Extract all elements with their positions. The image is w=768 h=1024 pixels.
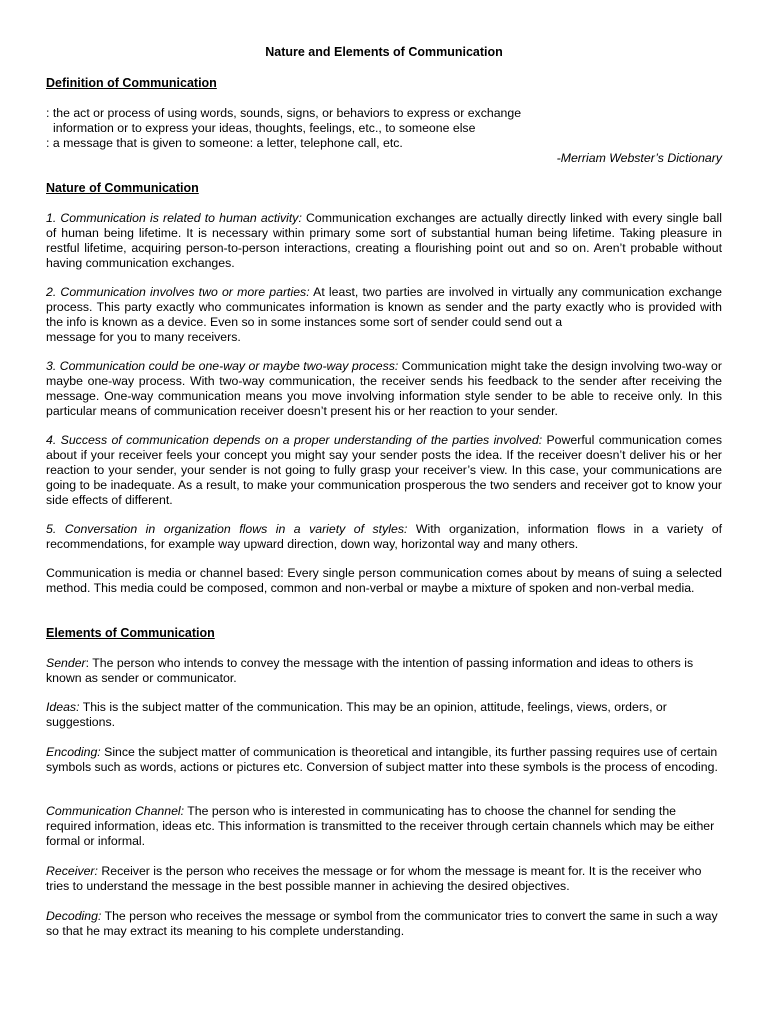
element-ideas [46, 700, 722, 730]
nature-point-2-continuation: message for you to many receivers. [46, 330, 241, 344]
nature-point-3-text: Communication might take the design involving two-way or maybe one-way process. With two-way communication, the receiver sends his feedback to the sender after receiving the message. One-way communication means you move involving information style sender to be able to receive only. In this particular means of communication receiver doesn’t present his or her reaction to your sender. [46, 359, 722, 418]
element-encoding [46, 745, 722, 775]
nature-point-1-lead: 1. Communication is related to human activity: [46, 211, 302, 225]
nature-point-2-text: At least, two parties are involved in virtually any communication exchange process. This party exactly who communicates information is known as sender and the party exactly who is provided with the info is known as a device. Even so in some instances some sort of sender could send out a [46, 285, 722, 329]
element-sender-term: Sender [46, 656, 86, 670]
element-ideas-text: This is the subject matter of the communication. This may be an opinion, attitude, feelings, views, orders, or suggestions. [46, 700, 667, 729]
element-decoding [46, 909, 722, 939]
element-decoding-term: Decoding: [46, 909, 102, 923]
element-encoding-term: Encoding: [46, 745, 101, 759]
nature-point-5-text: With organization, information flows in a variety of recommendations, for example way upward direction, down way, horizontal way and many others. [46, 522, 722, 551]
definition-source: -Merriam Webster’s Dictionary [556, 151, 722, 165]
element-decoding-text: The person who receives the message or symbol from the communicator tries to convert the same in such a way so that he may extract its meaning to his complete understanding. [46, 909, 718, 938]
nature-point-4-lead: 4. Success of communication depends on a proper understanding of the parties involved: [46, 433, 543, 447]
definition-heading: Definition of Communication [46, 76, 217, 90]
document-title: Nature and Elements of Communication [265, 45, 503, 59]
nature-media-paragraph: Communication is media or channel based: Every single person communication comes about by means of suing a selected method. This media could be composed, common and non-verbal or maybe a mixture of spoken and non-verbal media. [46, 566, 722, 595]
nature-point-5-lead: 5. Conversation in organization flows in a variety of styles: [46, 522, 408, 536]
elements-heading: Elements of Communication [46, 626, 215, 640]
nature-point-2 [46, 285, 722, 330]
element-receiver [46, 864, 722, 894]
element-encoding-text: Since the subject matter of communication is theoretical and intangible, its further passing requires use of certain symbols such as words, actions or pictures etc. Conversion of subject matter into these symbols is the process of encoding. [46, 745, 718, 774]
nature-heading: Nature of Communication [46, 181, 199, 195]
nature-point-3 [46, 359, 722, 419]
element-ideas-term: Ideas: [46, 700, 80, 714]
nature-point-3-lead: 3. Communication could be one-way or maybe two-way process: [46, 359, 399, 373]
definition-line-1: : the act or process of using words, sounds, signs, or behaviors to express or exchange [46, 106, 522, 120]
nature-point-2-lead: 2. Communication involves two or more parties: [46, 285, 310, 299]
element-receiver-term: Receiver: [46, 864, 98, 878]
element-communication-channel [46, 804, 722, 849]
element-sender-text: : The person who intends to convey the message with the intention of passing information and ideas to others is known as sender or communicator. [46, 656, 694, 685]
nature-point-1-text: Communication exchanges are actually directly linked with every single ball of human being lifetime. It is necessary within primary some sort of substantial human being lifetime. Taking pleasure in restful lifetime, acquiring person-to-person interactions, creating a flourishing point out and so on. Aren’t probable without having communication exchanges. [46, 211, 722, 270]
element-receiver-text: Receiver is the person who receives the message or for whom the message is meant for. It is the receiver who tries to understand the message in the best possible manner in achieving the desired objectives. [46, 864, 702, 893]
element-channel-text: The person who is interested in communicating has to choose the channel for sending the required information, ideas etc. This information is transmitted to the receiver through certain channels which may be either formal or informal. [46, 804, 715, 848]
nature-point-4 [46, 433, 722, 508]
definition-block [46, 106, 722, 151]
nature-point-4-text: Powerful communication comes about if your receiver feels your concept you might say your sender posts the idea. If the receiver doesn’t deliver his or her reaction to your sender, your sender is not going to fully grasp your receiver’s view. In this case, your communications are going to be inadequate. As a result, to make your communication prosperous the two senders and receiver got to know your side effects of different. [46, 433, 722, 507]
definition-line-2: information or to express your ideas, thoughts, feelings, etc., to someone else [53, 120, 476, 135]
definition-line-3: : a message that is given to someone: a letter, telephone call, etc. [46, 135, 403, 150]
element-channel-term: Communication Channel: [46, 804, 185, 818]
nature-point-5 [46, 522, 722, 552]
nature-point-1 [46, 211, 722, 271]
element-sender [46, 656, 722, 686]
